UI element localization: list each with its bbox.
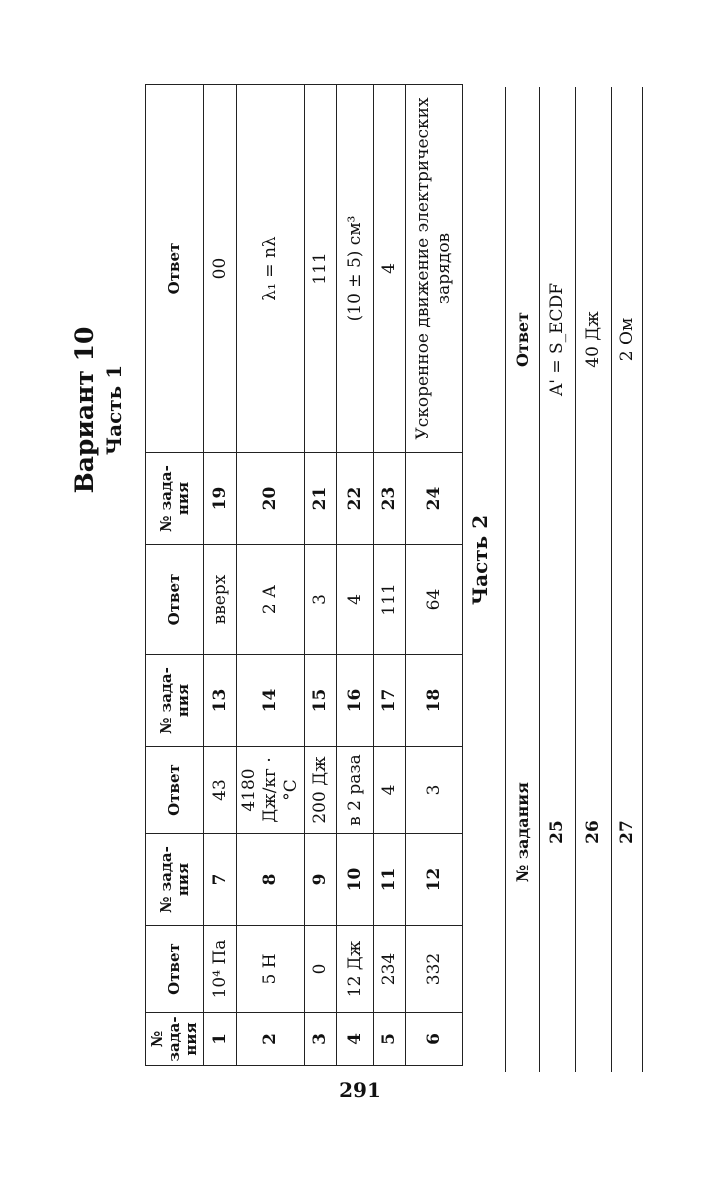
header-task-number: № задания (506, 592, 540, 1072)
header-task-number: № зада-ния (146, 834, 204, 926)
table-row (374, 85, 406, 1066)
task-number: 26 (576, 592, 612, 1072)
answer-cell: 0 (305, 926, 337, 1013)
answer-cell: 4 (337, 545, 374, 655)
answer-cell: 64 (406, 545, 463, 655)
answer-cell: 43 (204, 747, 237, 834)
answer-cell: Ускоренное движение электрических зарядов (406, 85, 463, 453)
answer-cell: в 2 раза (337, 747, 374, 834)
variant-title: Вариант 10 (70, 326, 99, 494)
answer-cell: 234 (374, 926, 406, 1013)
task-number: 27 (612, 592, 643, 1072)
table-row (305, 85, 337, 1066)
task-number: 17 (374, 655, 406, 747)
answer-cell: 2 Ом (612, 87, 643, 592)
part2-answer-table (505, 87, 643, 1072)
task-number: 4 (337, 1013, 374, 1066)
header-answer: Ответ (146, 747, 204, 834)
header-task-number: № зада-ния (146, 1013, 204, 1066)
answer-cell: 111 (374, 545, 406, 655)
table-row (540, 87, 576, 1072)
header-task-number: № зада-ния (146, 655, 204, 747)
task-number: 20 (237, 453, 305, 545)
header-task-number: № зада-ния (146, 453, 204, 545)
part1-title: Часть 1 (102, 364, 126, 456)
task-number: 21 (305, 453, 337, 545)
task-number: 11 (374, 834, 406, 926)
task-number: 10 (337, 834, 374, 926)
answer-cell: 4180 Дж/кг · °С (237, 747, 305, 834)
answer-cell: 40 Дж (576, 87, 612, 592)
page-number: 291 (339, 1078, 381, 1102)
header-answer: Ответ (146, 85, 204, 453)
answer-cell: λ₁ = nλ (237, 85, 305, 453)
table-row (204, 85, 237, 1066)
answer-cell: 00 (204, 85, 237, 453)
table-row (612, 87, 643, 1072)
answer-cell: 4 (374, 747, 406, 834)
answer-cell: 5 Н (237, 926, 305, 1013)
part2-title: Часть 2 (468, 514, 492, 606)
table-row (576, 87, 612, 1072)
task-number: 18 (406, 655, 463, 747)
table-row (406, 85, 463, 1066)
answer-cell: (10 ± 5) см³ (337, 85, 374, 453)
answer-cell: 3 (406, 747, 463, 834)
part1-answer-table (145, 84, 463, 1066)
task-number: 23 (374, 453, 406, 545)
answer-cell: 332 (406, 926, 463, 1013)
answer-cell: 10⁴ Па (204, 926, 237, 1013)
task-number: 19 (204, 453, 237, 545)
header-answer: Ответ (146, 926, 204, 1013)
task-number: 14 (237, 655, 305, 747)
task-number: 2 (237, 1013, 305, 1066)
answer-cell: 12 Дж (337, 926, 374, 1013)
table-row (237, 85, 305, 1066)
answer-cell: 200 Дж (305, 747, 337, 834)
answer-cell: 2 А (237, 545, 305, 655)
answer-cell: A' = S_ECDF (540, 87, 576, 592)
task-number: 8 (237, 834, 305, 926)
task-number: 24 (406, 453, 463, 545)
task-number: 9 (305, 834, 337, 926)
task-number: 15 (305, 655, 337, 747)
heading-block (70, 150, 140, 670)
task-number: 7 (204, 834, 237, 926)
answer-cell: 4 (374, 85, 406, 453)
answer-cell: 111 (305, 85, 337, 453)
task-number: 3 (305, 1013, 337, 1066)
task-number: 16 (337, 655, 374, 747)
task-number: 1 (204, 1013, 237, 1066)
table-header-row (146, 85, 204, 1066)
answer-cell: 3 (305, 545, 337, 655)
table-row (337, 85, 374, 1066)
task-number: 5 (374, 1013, 406, 1066)
header-answer: Ответ (146, 545, 204, 655)
task-number: 22 (337, 453, 374, 545)
answer-cell: вверх (204, 545, 237, 655)
task-number: 25 (540, 592, 576, 1072)
header-answer: Ответ (506, 87, 540, 592)
task-number: 12 (406, 834, 463, 926)
task-number: 13 (204, 655, 237, 747)
task-number: 6 (406, 1013, 463, 1066)
table-header-row (506, 87, 540, 1072)
